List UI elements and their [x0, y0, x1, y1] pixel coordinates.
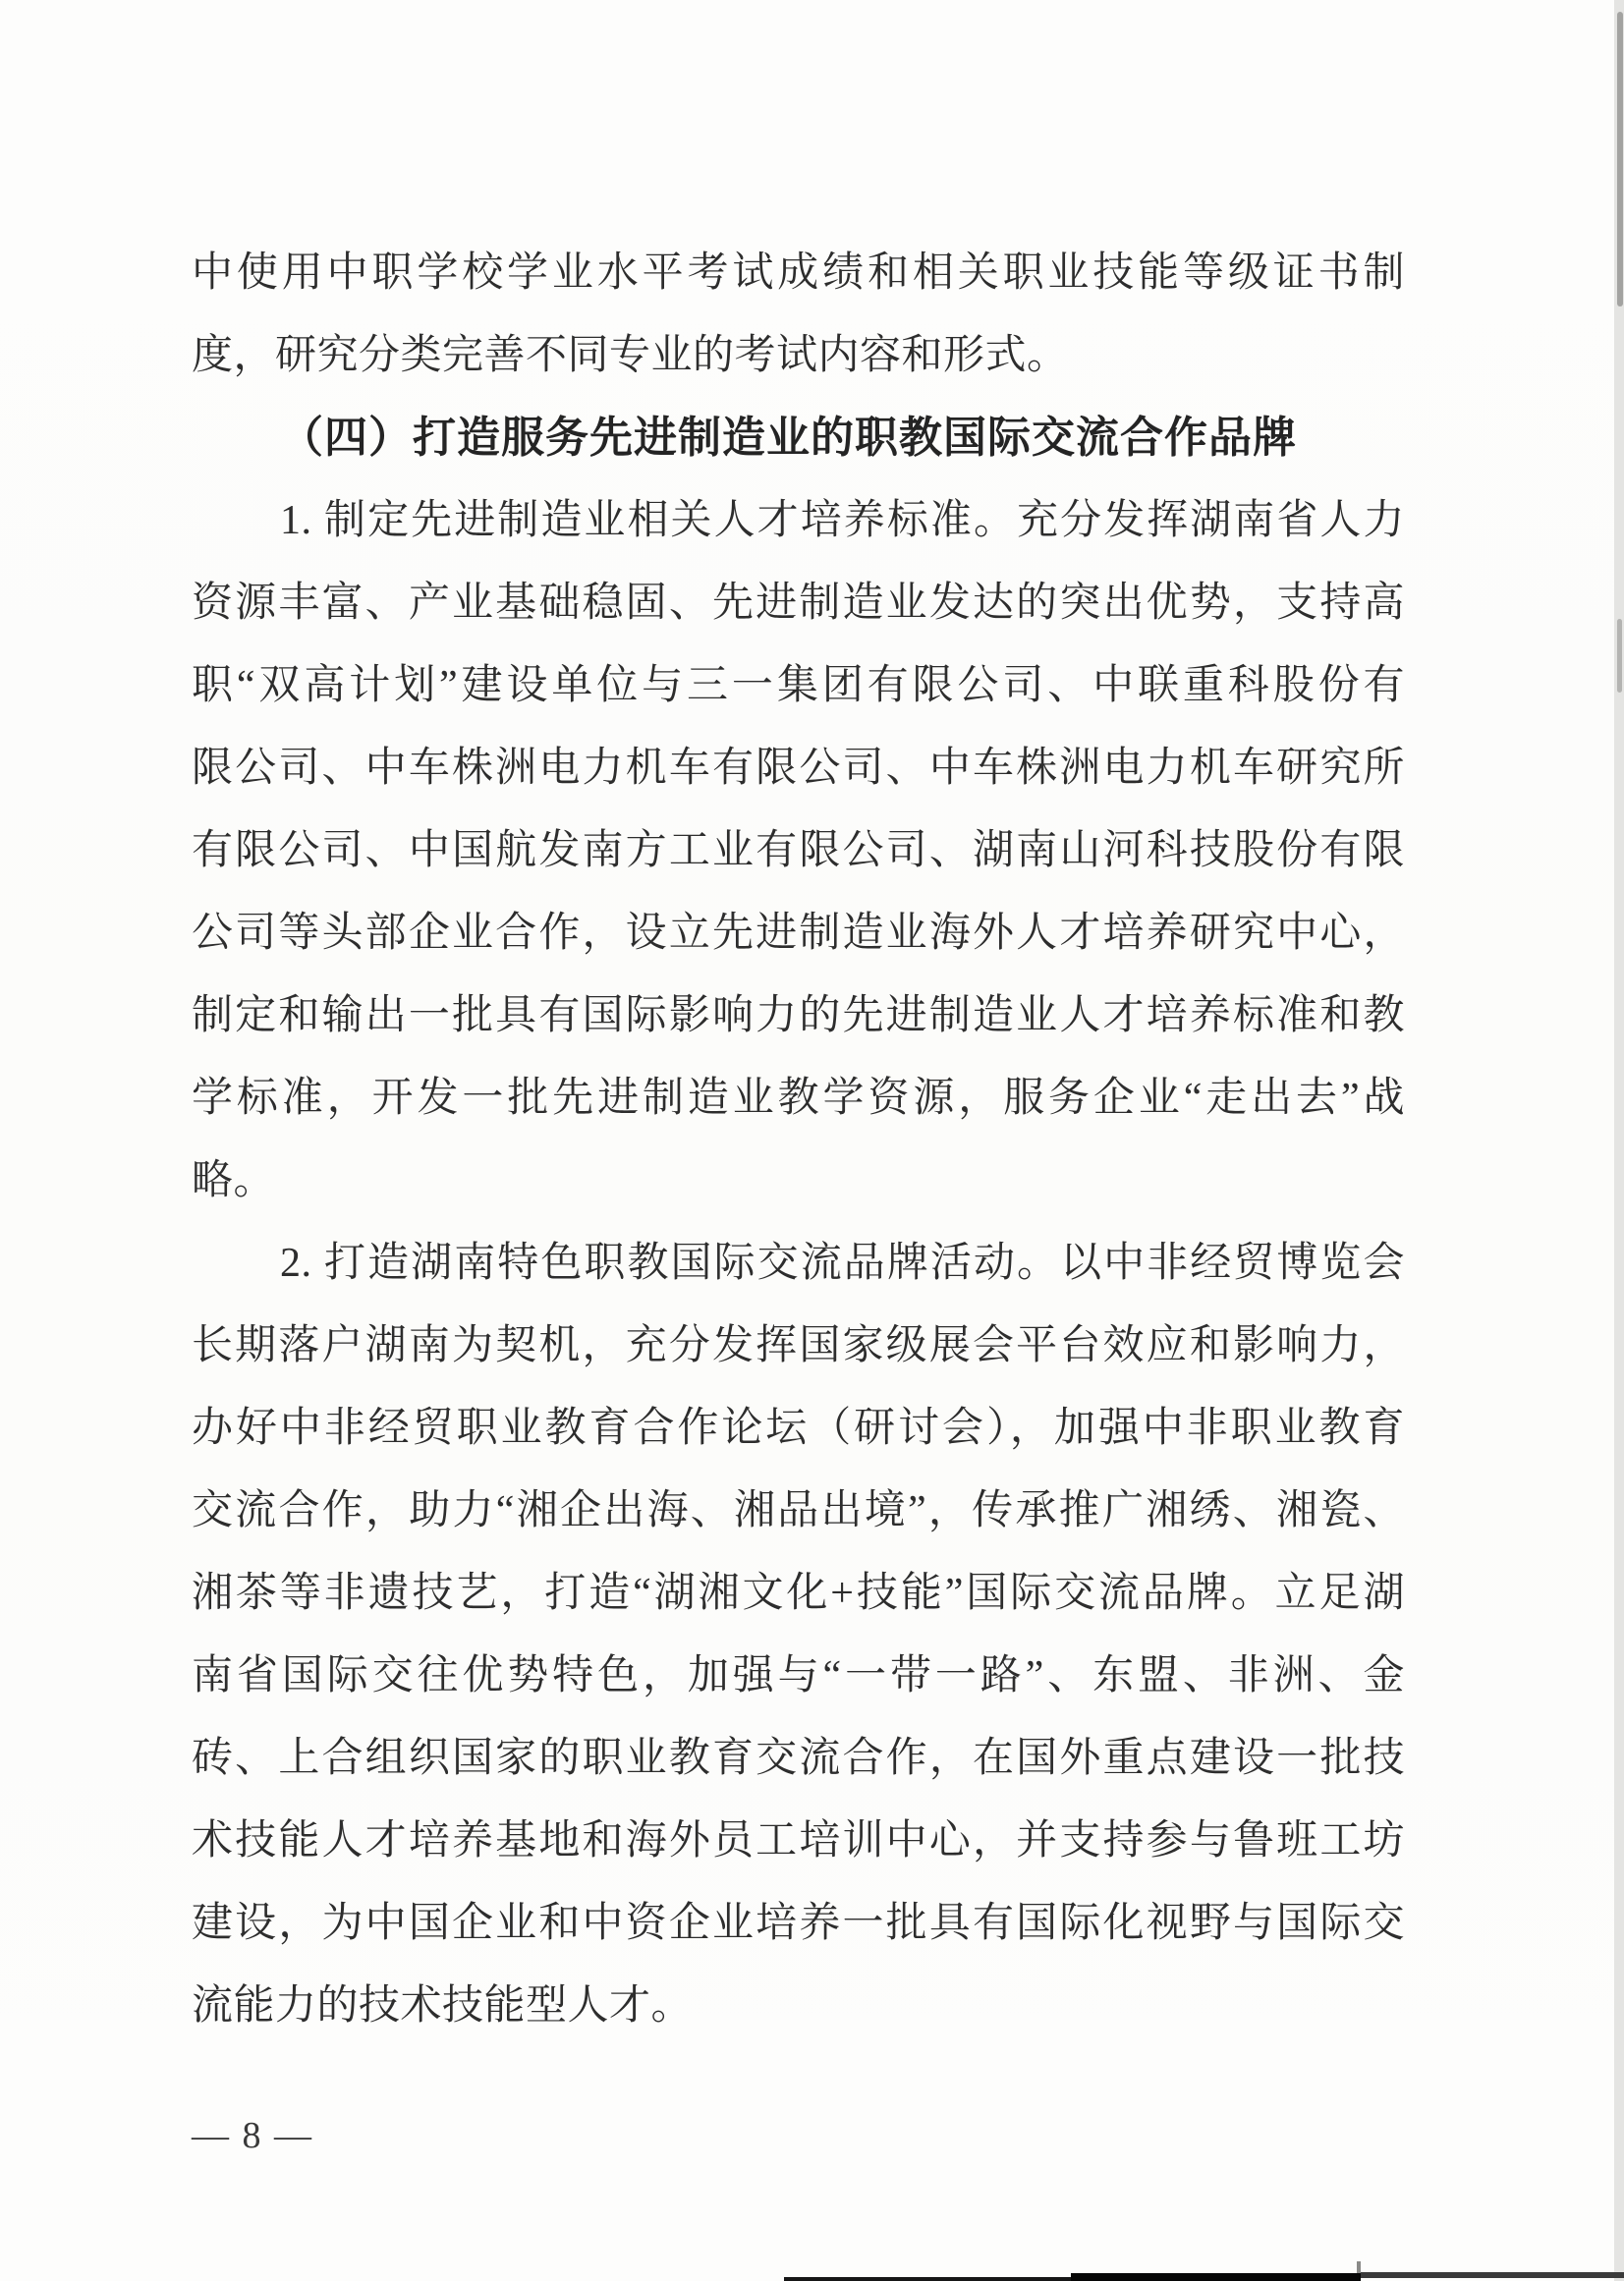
scan-artifact-right-edge-dark	[1617, 12, 1623, 306]
scan-artifact-bottom-bar	[784, 2277, 1071, 2281]
scan-artifact-bottom-bar	[1071, 2273, 1361, 2281]
text-line: 长期落户湖南为契机，充分发挥国家级展会平台效应和影响力，	[192, 1323, 1405, 1368]
text-line: 砖、上合组织国家的职业教育交流合作，在国外重点建设一批技	[192, 1736, 1405, 1781]
text-line: （四）打造服务先进制造业的职教国际交流合作品牌	[280, 414, 1297, 462]
text-line: 2. 打造湖南特色职教国际交流品牌活动。以中非经贸博览会	[280, 1241, 1405, 1286]
text-line: 湘茶等非遗技艺，打造“湖湘文化+技能”国际交流品牌。立足湖	[192, 1571, 1405, 1616]
scan-artifact-bottom-bar	[1361, 2272, 1624, 2278]
text-line: 略。	[192, 1158, 276, 1203]
text-line: 有限公司、中国航发南方工业有限公司、湖南山河科技股份有限	[192, 828, 1405, 873]
text-line: 学标准，开发一批先进制造业教学资源，服务企业“走出去”战	[192, 1076, 1405, 1121]
text-line: 公司等头部企业合作，设立先进制造业海外人才培养研究中心，	[192, 911, 1405, 956]
text-line: 中使用中职学校学业水平考试成绩和相关职业技能等级证书制	[192, 250, 1405, 296]
text-line: 办好中非经贸职业教育合作论坛（研讨会），加强中非职业教育	[192, 1406, 1405, 1451]
text-line: 南省国际交往优势特色，加强与“一带一路”、东盟、非洲、金	[192, 1653, 1405, 1698]
document-body	[192, 232, 1405, 2047]
text-line: 流能力的技术技能型人才。	[192, 1983, 694, 2029]
text-line: 交流合作，助力“湘企出海、湘品出境”，传承推广湘绣、湘瓷、	[192, 1488, 1405, 1533]
scan-artifact-right-edge	[1614, 0, 1624, 2281]
text-line: 职“双高计划”建设单位与三一集团有限公司、中联重科股份有	[192, 663, 1405, 708]
text-line: 1. 制定先进制造业相关人才培养标准。充分发挥湖南省人力	[280, 498, 1405, 543]
text-line: 限公司、中车株洲电力机车有限公司、中车株洲电力机车研究所	[192, 746, 1405, 791]
text-line: 建设，为中国企业和中资企业培养一批具有国际化视野与国际交	[192, 1901, 1405, 1946]
text-line: 度，研究分类完善不同专业的考试内容和形式。	[192, 333, 1069, 378]
scan-artifact-bottom-tick	[1357, 2261, 1361, 2273]
page-number: — 8 —	[192, 2115, 313, 2156]
text-line: 术技能人才培养基地和海外员工培训中心，并支持参与鲁班工坊	[192, 1818, 1405, 1864]
text-line: 资源丰富、产业基础稳固、先进制造业发达的突出优势，支持高	[192, 581, 1405, 626]
scan-artifact-right-edge-dark	[1617, 619, 1622, 693]
text-line: 制定和输出一批具有国际影响力的先进制造业人才培养标准和教	[192, 993, 1405, 1038]
